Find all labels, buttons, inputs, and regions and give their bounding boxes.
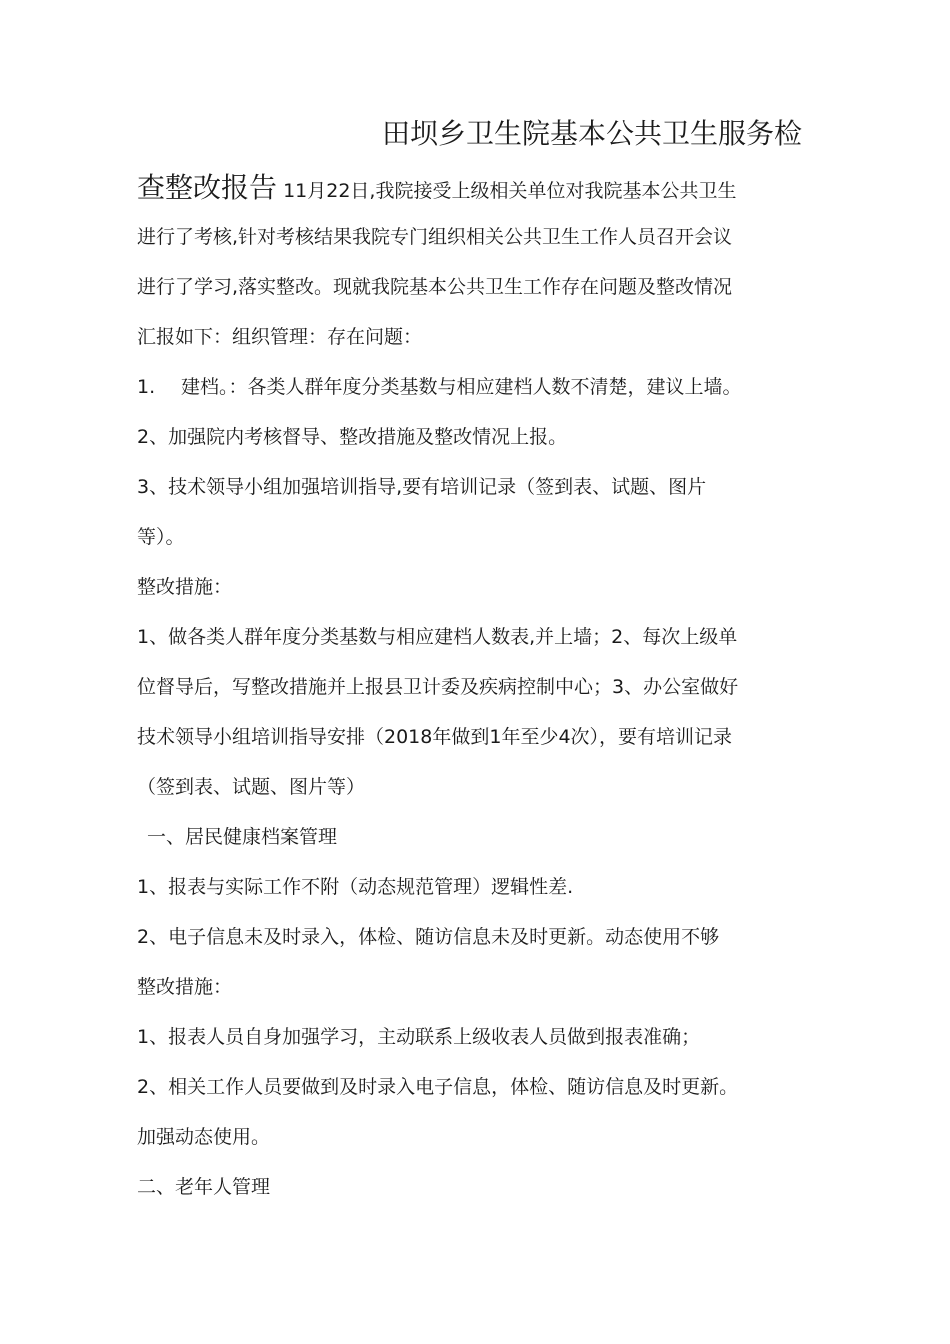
problem-2: 2、加强院内考核督导、整改措施及整改情况上报。	[137, 426, 568, 448]
problem-1	[137, 372, 742, 402]
section-1-measure-2-line-1: 2、相关工作人员要做到及时录入电子信息，体检、随访信息及时更新。	[137, 1076, 739, 1098]
document-title-line-2: 查整改报告	[137, 171, 278, 204]
section-1-heading: 一、居民健康档案管理	[147, 826, 338, 848]
section-1-measure-1: 1、报表人员自身加强学习，主动联系上级收表人员做到报表准确；	[137, 1026, 701, 1048]
problem-3-line-2: 等）。	[137, 526, 185, 548]
section-2-heading: 二、老年人管理	[137, 1176, 271, 1198]
measures-1-line-3: 技术领导小组培训指导安排（2018年做到1年至少4次），要有培训记录	[137, 726, 733, 748]
measures-1-line-4: （签到表、试题、图片等）	[137, 776, 366, 798]
section-1-problem-2: 2、电子信息未及时录入，体检、随访信息未及时更新。动态使用不够	[137, 926, 720, 948]
problem-1-number: 1.	[137, 376, 156, 398]
document-title-line-1: 田坝乡卫生院基本公共卫生服务检	[382, 117, 803, 150]
measures-1-line-1: 1、做各类人群年度分类基数与相应建档人数表,并上墙；2、每次上级单	[137, 626, 738, 648]
measures-1-line-2: 位督导后，写整改措施并上报县卫计委及疾病控制中心；3、办公室做好	[137, 676, 739, 698]
intro-text-line-3: 进行了学习,落实整改。现就我院基本公共卫生工作存在问题及整改情况	[137, 276, 733, 298]
section-1-measure-2-line-2: 加强动态使用。	[137, 1126, 271, 1148]
problem-1-text: 建档。：各类人群年度分类基数与相应建档人数不清楚，建议上墙。	[181, 376, 742, 398]
intro-text-line-2: 进行了考核,针对考核结果我院专门组织相关公共卫生工作人员召开会议	[137, 226, 733, 248]
problem-3-line-1: 3、技术领导小组加强培训指导,要有培训记录（签到表、试题、图片	[137, 476, 707, 498]
measures-heading-1: 整改措施：	[137, 576, 233, 598]
intro-text-line-1: 11月22日,我院接受上级相关单位对我院基本公共卫生	[283, 180, 737, 202]
section-1-problem-1: 1、报表与实际工作不附（动态规范管理）逻辑性差.	[137, 876, 574, 898]
measures-heading-2: 整改措施：	[137, 976, 233, 998]
title-and-intro-line	[137, 168, 736, 208]
intro-text-line-4: 汇报如下：组织管理：存在问题：	[137, 326, 423, 348]
